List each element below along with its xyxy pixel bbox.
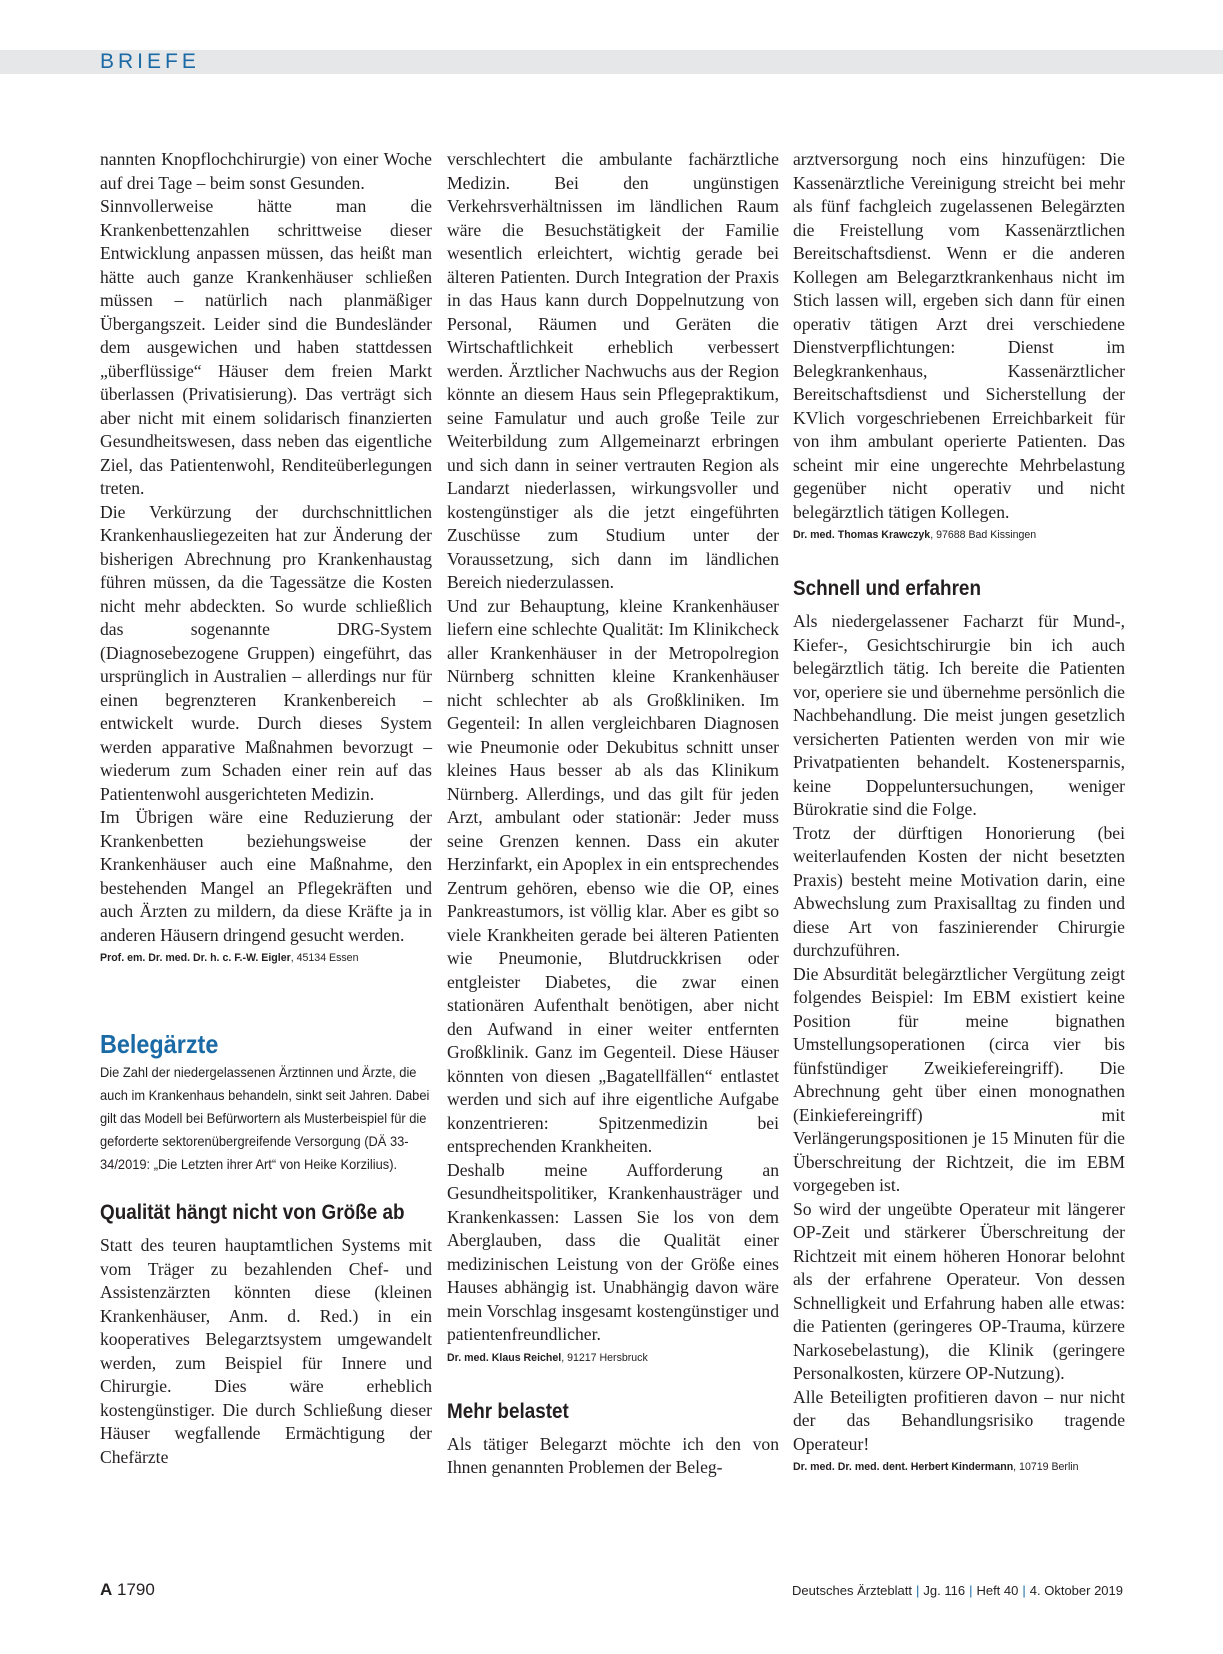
column-1	[100, 148, 432, 1469]
author-place: , 45134 Essen	[290, 952, 359, 964]
paragraph: Alle Beteiligten profitieren davon – nur nicht der das Behandlungsrisiko tragende Operateur!	[793, 1386, 1125, 1454]
column-3	[793, 148, 1125, 1474]
author-signature	[447, 1351, 779, 1365]
author-place: , 97688 Bad Kissingen	[930, 529, 1037, 541]
section-label: BRIEFE	[100, 50, 200, 73]
journal-name: Deutsches Ärzteblatt	[792, 1583, 912, 1598]
page-prefix: A	[100, 1580, 113, 1599]
letter-title: Qualität hängt nicht von Größe ab	[100, 1201, 405, 1224]
paragraph: Als tätiger Belegarzt möchte ich den von Ihnen genannten Problemen der Beleg-	[447, 1433, 779, 1477]
journal-info	[792, 1583, 1123, 1598]
letter-title: Schnell und erfahren	[793, 577, 981, 600]
journal-issue: Heft 40	[976, 1583, 1019, 1598]
author-name: Dr. med. Klaus Reichel	[447, 1351, 562, 1364]
journal-volume: Jg. 116	[923, 1583, 966, 1598]
paragraph: Die Verkürzung der durchschnittlichen Krankenhausliegezeiten hat zur Änderung der bisherigen Abrechnung pro Krankenhaustag führen müssen, da die Tagessätze die Kosten nicht mehr abdeckten. So wurde schließlich das sogenannte DRG-System (Diagnosebezogene Gruppen) eingeführt, das ursprünglich in Australien – allerdings nur für einen begrenzteren Krankenbereich – entwickelt wurde. Durch dieses System werden apparative Maßnahmen bevorzugt – wiederum zum Schaden einer rein auf das Patientenwohl ausgerichteten Medizin.	[100, 501, 432, 804]
paragraph: verschlechtert die ambulante fachärztliche Medizin. Bei den ungünstigen Verkehrsverhältnissen im ländlichen Raum wäre die Besuchstätigkeit der Familie wesentlich erleichtert, wichtig gerade bei älteren Patienten. Durch Integration der Praxis in das Haus kann durch Doppelnutzung von Personal, Räumen und Geräten die Wirtschaftlichkeit erheblich verbessert werden. Ärztlicher Nachwuchs aus der Region könnte an diesem Haus sein Pflegepraktikum, seine Famulatur und auch große Teile zur Weiterbildung zum Allgemeinarzt erbringen und sich dann in seiner vertrauten Region als Landarzt niederlassen, wirkungsvoller und kostengünstiger als die jetzt eingeführten Zuschüsse zum Studium unter der Voraussetzung, sich dann im ländlichen Bereich niederzulassen.	[447, 149, 779, 592]
separator: |	[915, 1583, 920, 1598]
author-name: Dr. med. Dr. med. dent. Herbert Kindermann	[793, 1461, 1014, 1473]
letter-title: Mehr belastet	[447, 1399, 569, 1423]
topic-intro: Die Zahl der niedergelassenen Ärztinnen und Ärzte, die auch im Krankenhaus behandeln, sinkt seit Jahren. Dabei gilt das Modell bei Befürwortern als Musterbeispiel für die geforderte sektorenübergreifende Versorgung (DÄ 33-34/2019: „Die Letzten ihrer Art“ von Heike Korzilius).	[100, 1064, 430, 1172]
paragraph: Trotz der dürftigen Honorierung (bei weiterlaufenden Kosten der nicht besetzten Praxis) besteht meine Motivation darin, eine Abwechslung zum Praxisalltag zu finden und diese Art von faszinierender Chirurgie durchzuführen.	[793, 822, 1125, 960]
author-signature	[793, 528, 1125, 542]
topic-title: Belegärzte	[100, 1029, 219, 1059]
paragraph: arztversorgung noch eins hinzufügen: Die Kassenärztliche Vereinigung streicht bei mehr als fünf fachgleich zugelassenen Belegärzten die Freistellung vom Kassenärztlichen Bereitschaftsdienst. Wenn er die anderen Kollegen am Belegarztkrankenhaus nicht im Stich lassen will, ergeben sich dann für einen operativ tätigen Arzt drei verschiedene Dienstverpflichtungen: Dienst im Belegkrankenhaus, Kassenärztlicher Bereitschaftsdienst und Sicherstellung der KVlich vorgeschriebenen Erreichbarkeit für von ihm ambulant operierte Patienten. Das scheint mir eine ungerechte Mehrbelastung gegenüber nicht operativ und nicht belegärztlich tätigen Kollegen.	[793, 149, 1125, 522]
paragraph: Statt des teuren hauptamtlichen Systems mit vom Träger zu bezahlenden Chef- und Assistenzärzten könnten diese (kleinen Krankenhäuser, Anm. d. Red.) in ein kooperatives Belegarztsystem umgewandelt werden, zum Beispiel für Innere und Chirurgie. Dies wäre erheblich kostengünstiger. Die durch Schließung dieser Häuser wegfallende Ermächtigung der Chefärzte	[100, 1235, 432, 1467]
author-name: Prof. em. Dr. med. Dr. h. c. F.-W. Eigler	[100, 952, 291, 964]
paragraph: Sinnvollerweise hätte man die Krankenbettenzahlen schrittweise dieser Entwicklung anpassen müssen, das heißt man hätte auch ganze Krankenhäuser schließen müssen – natürlich nach planmäßiger Übergangszeit. Leider sind die Bundesländer dem ausgewichen und haben stattdessen „überflüssige“ Häuser dem freien Markt überlassen (Privatisierung). Das verträgt sich aber nicht mit einem solidarisch finanzierten Gesundheitswesen, dass neben das eigentliche Ziel, das Patientenwohl, Renditeüberlegungen treten.	[100, 196, 432, 498]
page-number-value: 1790	[112, 1580, 155, 1599]
paragraph: Deshalb meine Aufforderung an Gesundheitspolitiker, Krankenhausträger und Krankenkassen: Lassen Sie los von dem Aberglauben, dass die Qualität einer medizinischen Leistung von der Größe eines Hauses abhängig ist. Unabhängig davon wäre mein Vorschlag insgesamt kostengünstiger und patientenfreundlicher.	[447, 1159, 779, 1344]
separator: |	[1022, 1583, 1026, 1598]
paragraph: Die Absurdität belegärztlicher Vergütung zeigt folgendes Beispiel: Im EBM existiert keine Position für meine bignathen Umstellungsoperationen (circa vier bis fünfstündiger Zweikiefereingriff). Die Abrechnung geht über einen monognathen (Einkiefereingriff) mit Verlängerungspositionen je 15 Minuten für die Überschreitung der Richtzeit, die im EBM vorgegeben ist.	[793, 963, 1125, 1195]
separator: |	[969, 1583, 973, 1598]
author-signature	[100, 951, 432, 965]
paragraph: Und zur Behauptung, kleine Krankenhäuser liefern eine schlechte Qualität: Im Klinikcheck aller Krankenhäuser in der Metropolregion Nürnberg schnitten kleine Krankenhäuser nicht schlechter ab als Großkliniken. Im Gegenteil: In allen vergleichbaren Diagnosen wie Pneumonie oder Dekubitus schnitt unser kleines Haus besser ab als das Klinikum Nürnberg. Allerdings, und das gilt für jeden Arzt, ambulant oder stationär: Jeder muss seine Grenzen kennen. Dass ein akuter Herzinfarkt, ein Apoplex in ein entsprechendes Zentrum gehören, ebenso wie die OP, eines Pankreastumors, ist völlig klar. Aber es gibt so viele Krankheiten gerade bei älteren Patienten wie Pneumonie, Blutdruckkrisen oder entgleister Diabetes, die zwar einen stationären Aufenthalt benötigen, aber nicht den Aufwand in einer weiter entfernten Großklinik. Ganz im Gegenteil. Diese Häuser könnten von diesen „Bagatellfällen“ entlastet werden und sich auf ihre eigentliche Aufgabe konzentrieren: Spitzenmedizin bei entsprechenden Krankheiten.	[447, 595, 779, 1156]
page-number	[100, 1580, 155, 1600]
journal-date: 4. Oktober 2019	[1029, 1583, 1123, 1598]
author-signature	[793, 1460, 1125, 1474]
paragraph: Als niedergelassener Facharzt für Mund-, Kiefer-, Gesichtschirurgie bin ich auch belegärztlich tätig. Ich bereite die Patienten vor, operiere sie und übernehme persönlich die Nachbehandlung. Die meist jungen gesetzlich versicherten Patienten werden von mir wie Privatpatienten behandelt. Kostenersparnis, keine Doppeluntersuchungen, weniger Bürokratie sind die Folge.	[793, 611, 1125, 819]
author-place: , 91217 Hersbruck	[561, 1351, 648, 1364]
author-place: , 10719 Berlin	[1013, 1461, 1079, 1473]
author-name: Dr. med. Thomas Krawczyk	[793, 529, 931, 541]
column-2	[447, 148, 779, 1480]
paragraph: nannten Knopflochchirurgie) von einer Woche auf drei Tage – beim sonst Gesunden.	[100, 149, 432, 193]
paragraph: Im Übrigen wäre eine Reduzierung der Krankenbetten beziehungsweise der Krankenhäuser auch eine Maßnahme, den bestehenden Mangel an Pflegekräften und auch Ärzten zu mildern, da diese Kräfte ja in anderen Häusern dringend gesucht werden.	[100, 807, 432, 945]
paragraph: So wird der ungeübte Operateur mit längerer OP-Zeit und stärkerer Überschreitung der Richtzeit mit einem höheren Honorar belohnt als der erfahrene Operateur. Von dessen Schnelligkeit und Erfahrung haben alle etwas: die Patienten (geringeres OP-Trauma, kürzere Narkosebelastung), die Klinik (geringere Personalkosten, kürzere OP-Nutzung).	[793, 1198, 1125, 1383]
